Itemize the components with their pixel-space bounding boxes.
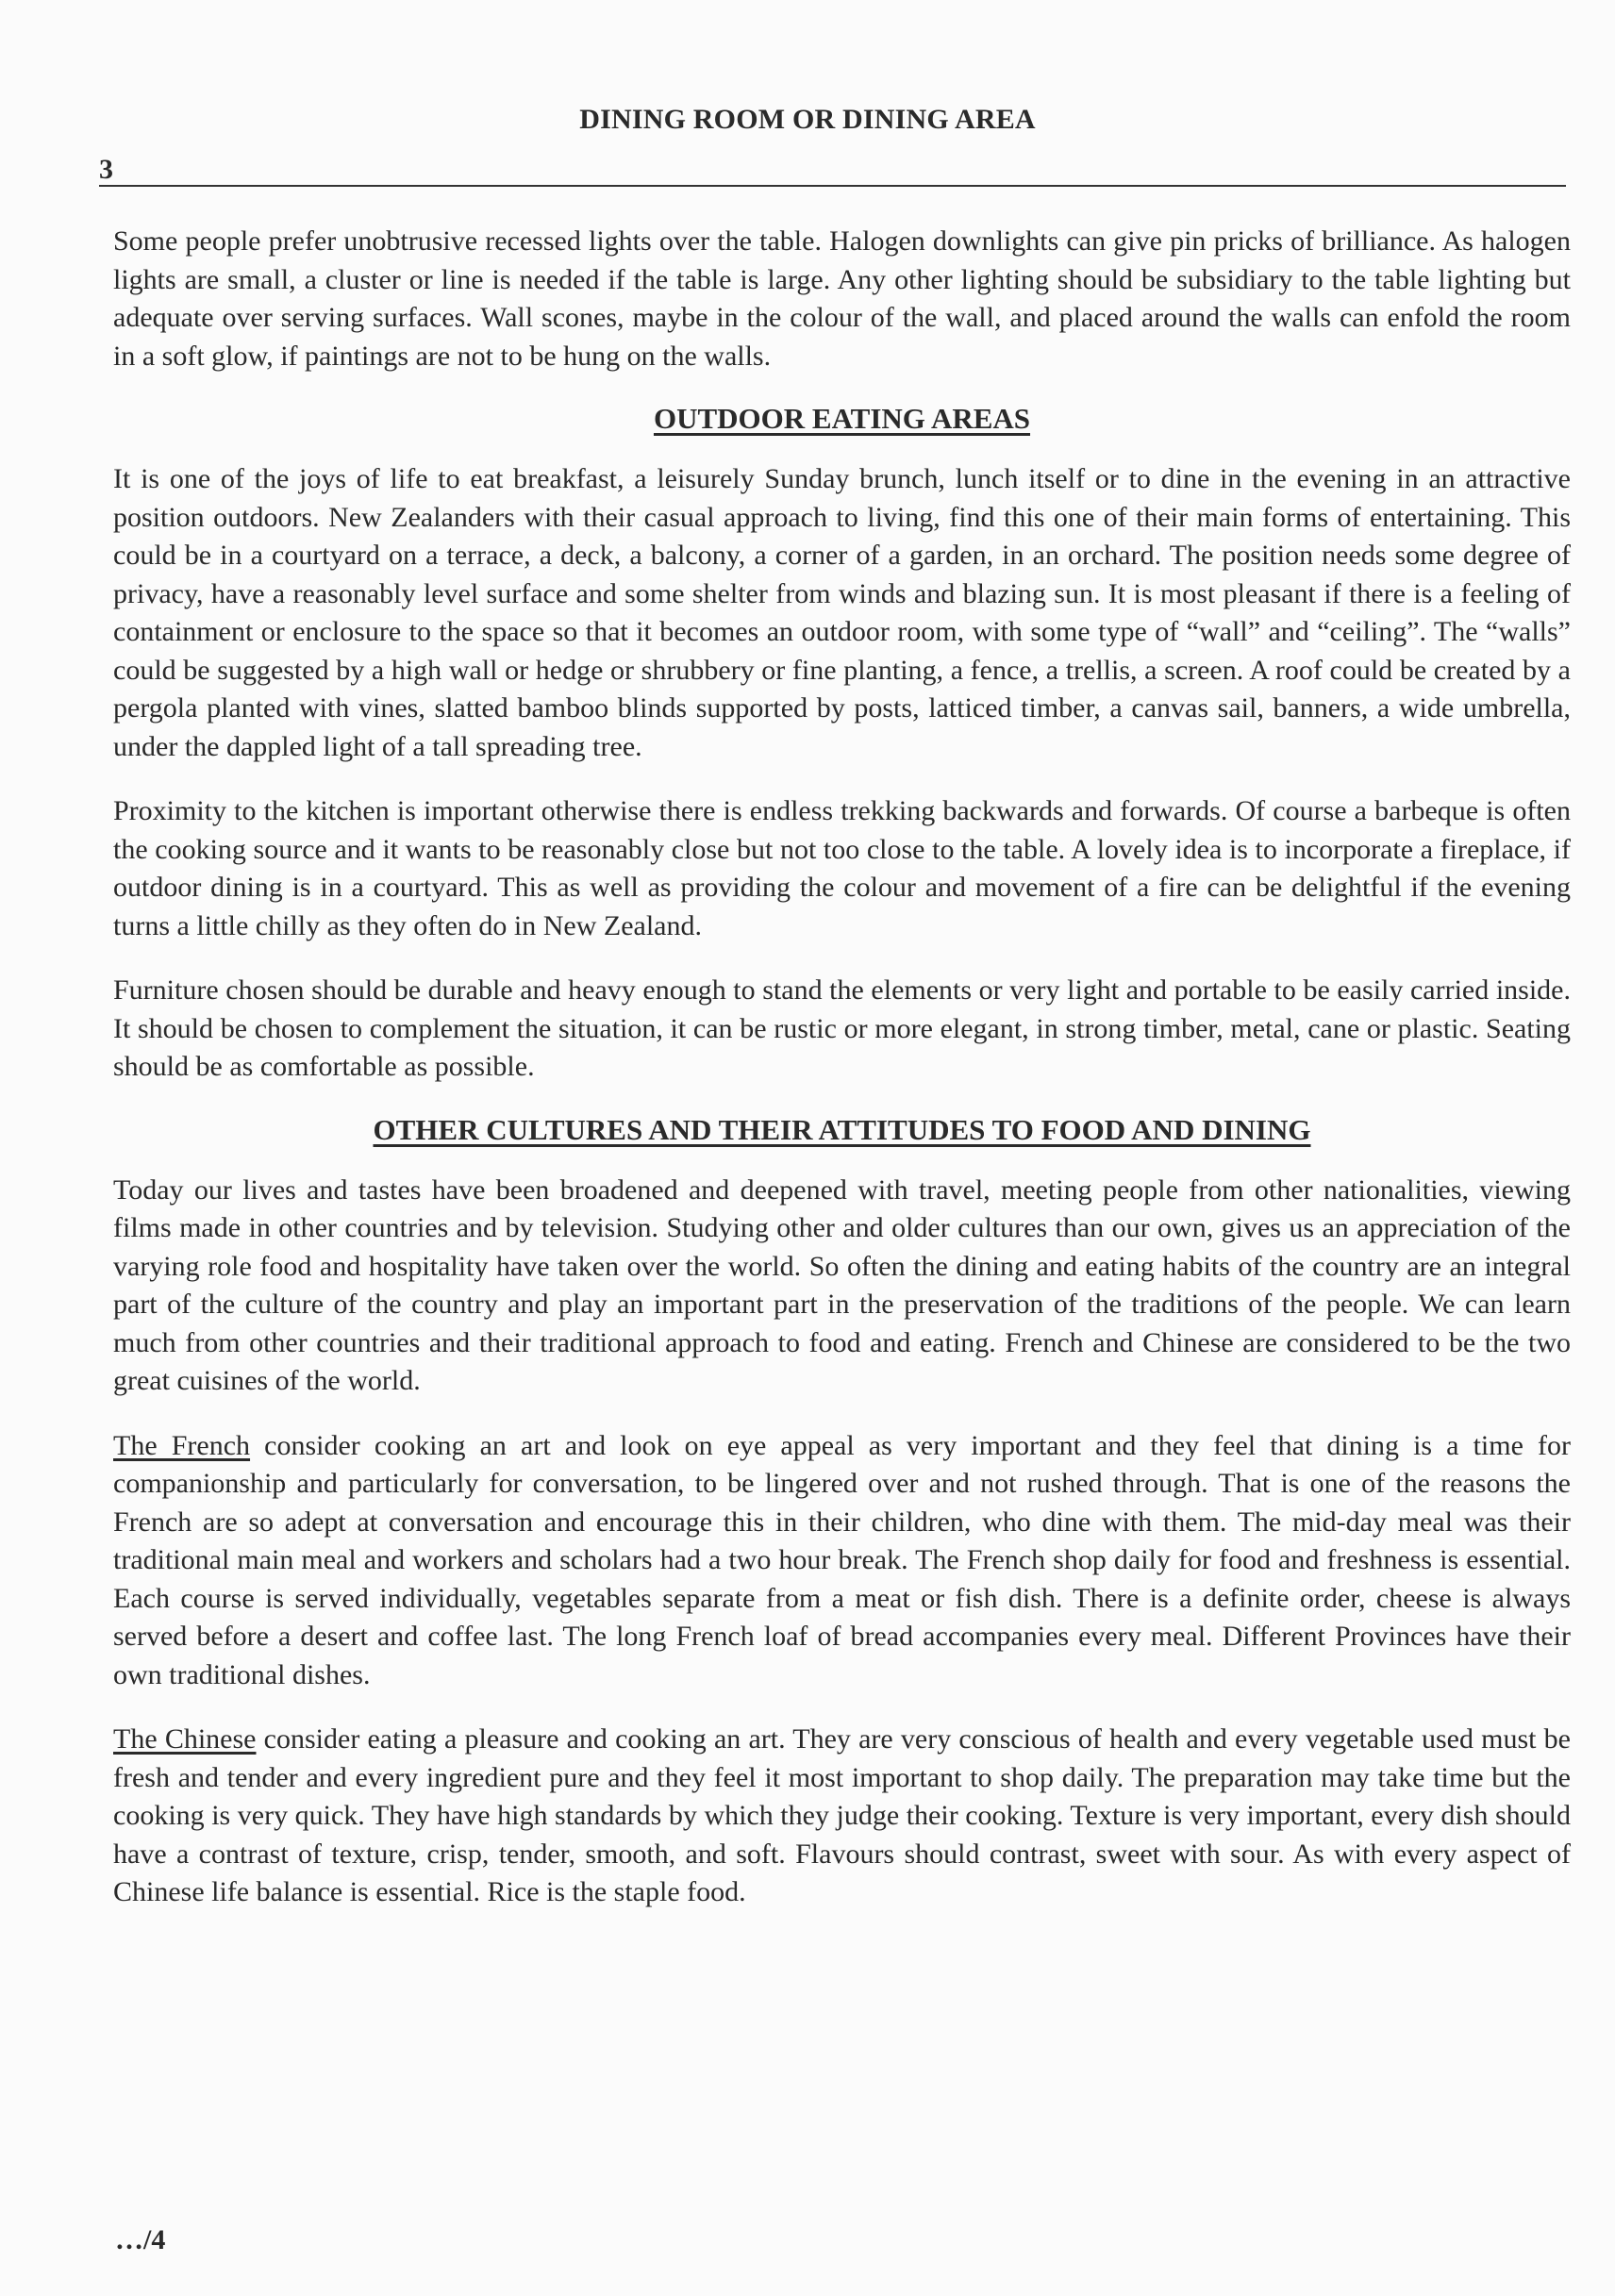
outdoor-paragraph-1: It is one of the joys of life to eat breakfast, a leisurely Sunday brunch, lunch itself or to dine in the evening in an attractive position outdoors. New Zealanders with their casual approach to living, find this one of their main forms of entertaining. This could be in a courtyard on a terrace, a deck, a balcony, a corner of a garden, in an orchard. The position needs some degree of privacy, have a reasonably level surface and some shelter from winds and blazing sun. It is most pleasant if there is a feeling of containment or enclosure to the space so that it becomes an outdoor room, with some type of “wall” and “ceiling”. The “walls” could be suggested by a high wall or hedge or shrubbery or fine planting, a fence, a trellis, a screen. A roof could be created by a pergola planted with vines, slatted bamboo blinds supported by posts, latticed timber, a canvas sail, banners, a wide umbrella, under the dappled light of a tall spreading tree. <box>113 463 1571 762</box>
continuation-marker: …/4 <box>115 2224 166 2255</box>
lighting-paragraph: Some people prefer unobtrusive recessed lights over the table. Halogen downlights can give pin pricks of brilliance. As halogen lights are small, a cluster or line is needed if the table is large. Any other lighting should be subsidiary to the table lighting but adequate over serving surfaces. Wall scones, maybe in the colour of the wall, and placed around the walls can enfold the room in a soft glow, if paintings are not to be hung on the walls. <box>113 225 1571 372</box>
outdoor-paragraph-3: Furniture chosen should be durable and heavy enough to stand the elements or very light and portable to be easily carried inside. It should be chosen to complement the situation, it can be rustic or more elegant, in strong timber, metal, cane or plastic. Seating should be as comfortable as possible. <box>113 974 1571 1082</box>
french-paragraph <box>113 1427 1571 1695</box>
french-lead: The French <box>113 1429 251 1461</box>
outdoor-paragraph-2: Proximity to the kitchen is important otherwise there is endless trekking backwards and forwards. Of course a barbeque is often the cooking source and it wants to be reasonably close but not too close to the table. A lovely idea is to incorporate a fireplace, if outdoor dining is in a courtyard. This as well as providing the colour and movement of a fire can be delightful if the evening turns a little chilly as they often do in New Zealand. <box>113 795 1571 941</box>
other-cultures-heading: OTHER CULTURES AND THEIR ATTITUDES TO FOOD AND DINING <box>373 1112 1311 1146</box>
chinese-paragraph <box>113 1721 1571 1912</box>
document-body <box>113 223 1571 1938</box>
french-text: consider cooking an art and look on eye appeal as very important and they feel that dining is a time for companionship and particularly for conversation, to be lingered over and not rushed through. That is one of the reasons the French are so adept at conversation and encourage this in their children, who dine with them. The mid-day meal was their traditional main meal and workers and scholars had a two hour break. The French shop daily for food and freshness is essential. Each course is served individually, vegetables separate from a meat or fish dish. There is a definite order, cheese is always served before a desert and coffee last. The long French loaf of bread accompanies every meal. Different Provinces have their own traditional dishes. <box>113 1429 1571 1690</box>
page-title: DINING ROOM OR DINING AREA <box>579 104 1036 135</box>
header-divider <box>99 185 1566 187</box>
cultures-paragraph: Today our lives and tastes have been broadened and deepened with travel, meeting people from other nationalities, viewing films made in other countries and by television. Studying other and older cultures than our own, gives us an appreciation of the varying role food and hospitality have taken over the world. So often the dining and eating habits of the country are an integral part of the culture of the country and play an important part in the preservation of the traditions of the people. We can learn much from other countries and their traditional approach to food and eating. French and Chinese are considered to be the two great cuisines of the world. <box>113 1173 1571 1396</box>
page-number: 3 <box>99 154 113 185</box>
outdoor-eating-heading: OUTDOOR EATING AREAS <box>653 402 1031 435</box>
chinese-text: consider eating a pleasure and cooking an art. They are very conscious of health and every vegetable used must be fresh and tender and every ingredient pure and they feel it most important to shop daily. The preparation may take time but the cooking is very quick. They have high standards by which they judge their cooking. Texture is very important, every dish should have a contrast of texture, crisp, tender, smooth, and soft. Flavours should contrast, sweet with sour. As with every aspect of Chinese life balance is essential. Rice is the staple food. <box>113 1723 1571 1907</box>
chinese-lead: The Chinese <box>113 1723 257 1755</box>
